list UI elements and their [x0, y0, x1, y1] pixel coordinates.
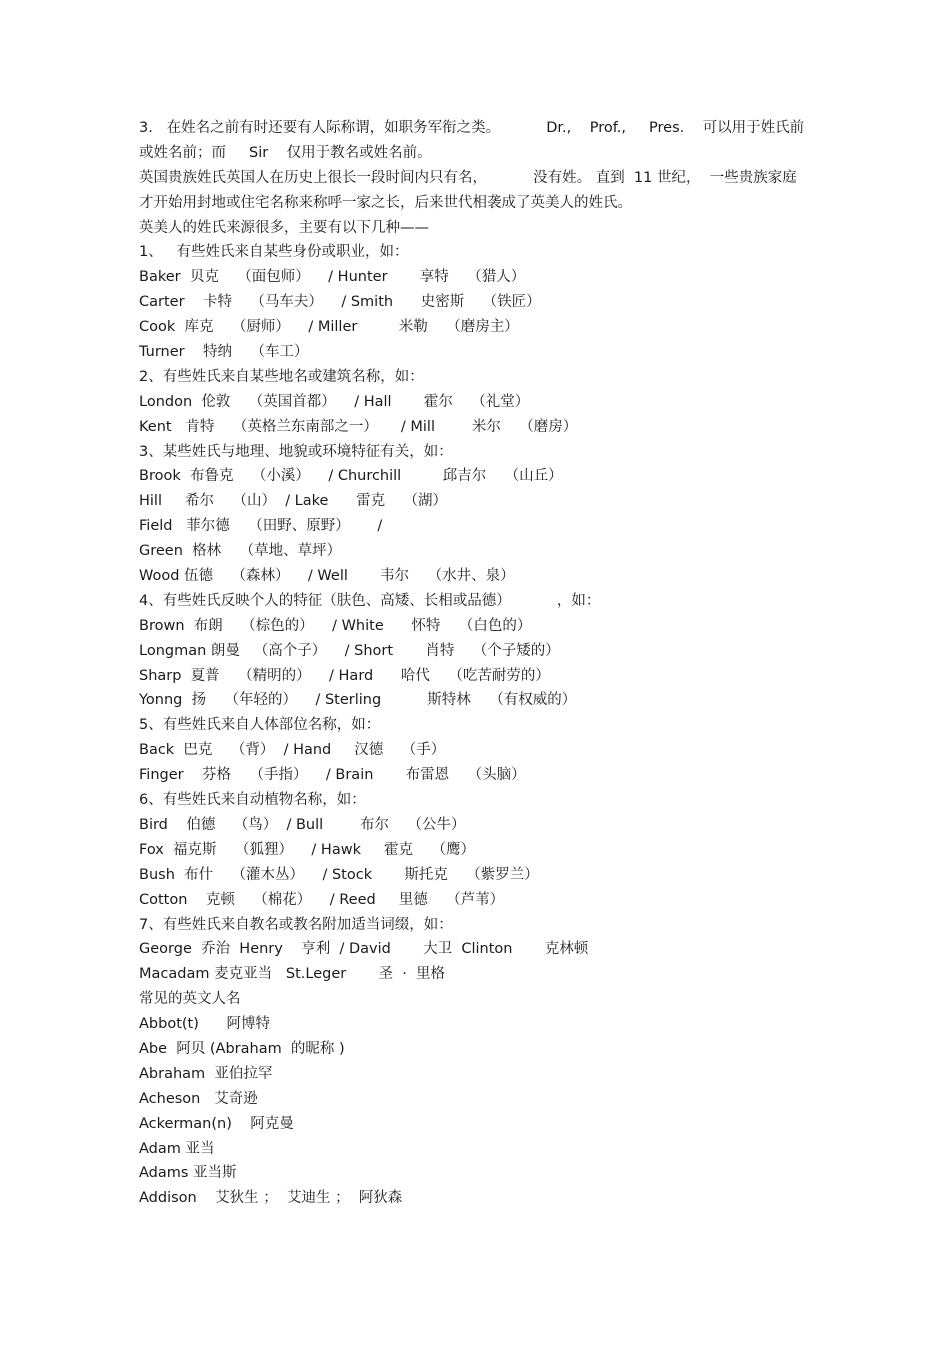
text-line: 英美人的姓氏来源很多，主要有以下几种—— [139, 219, 429, 236]
text-line: 1、 有些姓氏来自某些身份或职业，如： [139, 244, 409, 261]
text-line: 2、有些姓氏来自某些地名或建筑名称，如： [139, 368, 424, 385]
text-line: Abraham 亚伯拉罕 [139, 1065, 273, 1082]
text-line: Finger 芬格 （手指） / Brain 布雷恩 （头脑） [139, 767, 526, 784]
text-line: Bird 伯德 （鸟） / Bull 布尔 （公牛） [139, 816, 466, 833]
text-line: 英国贵族姓氏英国人在历史上很长一段时间内只有名， 没有姓。 直到 11 世纪， 一些贵族家庭 [139, 169, 797, 186]
text-line: Abbot(t) 阿博特 [139, 1016, 271, 1033]
text-line: Hill 希尔 （山） / Lake 雷克 （湖） [139, 493, 448, 510]
text-line: 才开始用封地或住宅名称来称呼一家之长，后来世代相袭成了英美人的姓氏。 [139, 194, 632, 211]
text-line: Abe 阿贝 (Abraham 的昵称 ) [139, 1040, 345, 1057]
text-line: 3. 在姓名之前有时还要有人际称谓，如职务军衔之类。 Dr., Prof., Pres. 可以用于姓氏前 [139, 120, 805, 136]
text-line: Addison 艾狄生 ； 艾迪生 ； 阿狄森 [139, 1190, 403, 1207]
text-line: Fox 福克斯 （狐狸） / Hawk 霍克 （鹰） [139, 841, 475, 858]
text-line: George 乔治 Henry 亨利 / David 大卫 Clinton 克林顿 [139, 941, 589, 958]
text-line: Turner 特纳 （车工） [139, 344, 309, 361]
text-line: 6、有些姓氏来自动植物名称，如： [139, 792, 366, 809]
text-line: Wood 伍德 （森林） / Well 韦尔 （水井、泉） [139, 568, 515, 585]
text-line: Green 格林 （草地、草坪） [139, 543, 342, 560]
text-line: 4、有些姓氏反映个人的特征（肤色、高矮、长相或品德） ，如： [139, 592, 601, 609]
text-line: Longman 朗曼 （高个子） / Short 肖特 （个子矮的） [139, 642, 560, 659]
text-line: Cotton 克顿 （棉花） / Reed 里德 （芦苇） [139, 891, 505, 908]
text-line: Sharp 夏普 （精明的） / Hard 哈代 （吃苦耐劳的） [139, 667, 550, 684]
text-line: Macadam 麦克亚当 St.Leger 圣 · 里格 [139, 966, 446, 983]
text-line: 或姓名前；而 Sir 仅用于教名或姓名前。 [139, 144, 432, 161]
document-body [139, 116, 809, 1211]
text-line: Back 巴克 （背） / Hand 汉德 （手） [139, 742, 446, 759]
text-line: Adam 亚当 [139, 1140, 215, 1157]
text-line: 常见的英文人名 [139, 991, 241, 1008]
text-line: Adams 亚当斯 [139, 1165, 237, 1182]
text-line: Kent 肯特 （英格兰东南部之一） / Mill 米尔 （磨房） [139, 418, 578, 435]
text-line: Baker 贝克 （面包师） / Hunter 享特 （猎人） [139, 269, 526, 286]
text-line: Brook 布鲁克 （小溪） / Churchill 邱吉尔 （山丘） [139, 468, 563, 485]
text-line: Acheson 艾奇逊 [139, 1090, 258, 1107]
text-line: Bush 布什 （灌木丛） / Stock 斯托克 （紫罗兰） [139, 866, 539, 883]
text-line: 3、某些姓氏与地理、地貌或环境特征有关，如： [139, 443, 453, 460]
text-line: Carter 卡特 （马车夫） / Smith 史密斯 （铁匠） [139, 294, 541, 311]
text-line: Ackerman(n) 阿克曼 [139, 1115, 294, 1132]
text-line: Field 菲尔德 （田野、原野） / [139, 518, 383, 535]
text-line: 5、有些姓氏来自人体部位名称，如： [139, 717, 381, 734]
text-line: London 伦敦 （英国首都） / Hall 霍尔 （礼堂） [139, 393, 530, 410]
text-line: 7、有些姓氏来自教名或教名附加适当词缀，如： [139, 916, 453, 933]
text-line: Brown 布朗 （棕色的） / White 怀特 （白色的） [139, 617, 532, 634]
text-line: Yonng 扬 （年轻的） / Sterling 斯特林 （有权威的） [139, 692, 577, 709]
text-line: Cook 库克 （厨师） / Miller 米勒 （磨房主） [139, 319, 519, 336]
